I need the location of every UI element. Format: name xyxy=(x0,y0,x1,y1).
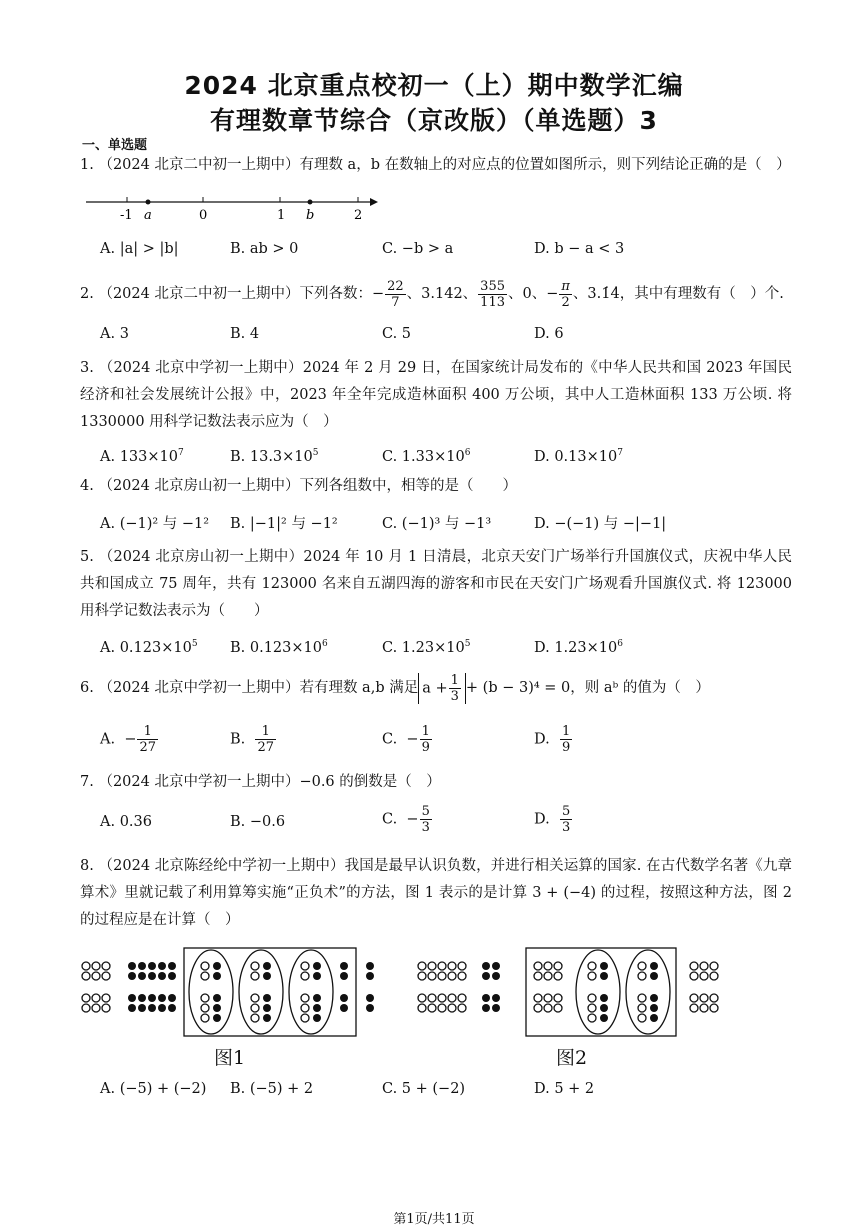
question-3-text: 3. （2024 北京中学初一上期中）2024 年 2 月 29 日，在国家统计局发布的《中华人民共和国 2023 年国民经济和社会发展统计公报》中，2023 年全年完成造林面积 400 万公顷，其中人工造林面积 133 万公顷. 将 1330000 用科学记数法表示应为（ ） xyxy=(80,360,792,430)
figure-1-positive-before xyxy=(82,962,110,1012)
label-2: 2 xyxy=(354,208,363,223)
q6-option-a[interactable]: A. − $\frac{1}{27}$ xyxy=(100,724,157,755)
q5-option-b[interactable]: B. $0.123\times 10^6$ xyxy=(230,639,328,656)
figure-2-rods xyxy=(418,948,718,1036)
q3-option-b[interactable]: B. $13.3\times 10^5$ xyxy=(230,448,319,465)
q2-option-c[interactable]: C. 5 xyxy=(382,326,412,342)
q2-option-b[interactable]: B. 4 xyxy=(230,326,260,342)
q8-option-b[interactable]: B. (−5) + 2 xyxy=(230,1081,314,1097)
q4-option-a[interactable]: A. (−1)² 与 −1² xyxy=(100,516,210,532)
q3-option-c[interactable]: C. $1.33\times 10^6$ xyxy=(382,448,471,465)
question-8-text: 8. （2024 北京陈经纶中学初一上期中）我国是最早认识负数，并进行相关运算的国家. 在古代数学名著《九章算术》里就记载了利用算筹实施“正负术”的方法，图 1 表示的是计算 3 + (−4) 的过程，按照这种方法，图 2 的过程应是在计算（ ） xyxy=(80,858,792,928)
q6-option-b[interactable]: B. $\frac{1}{27}$ xyxy=(230,724,275,755)
figure-1-label: 图1 xyxy=(214,1047,246,1069)
fraction-pi-2: $\frac{\pi}{2}$ xyxy=(561,278,570,310)
q3-option-d[interactable]: D. $0.13\times 10^7$ xyxy=(534,448,623,465)
label-b: b xyxy=(306,208,315,223)
q1-option-d[interactable]: D. b − a < 3 xyxy=(534,241,625,257)
q6-option-d[interactable]: D. $\frac{1}{9}$ xyxy=(534,724,571,755)
q5-option-c[interactable]: C. $1.23\times 10^5$ xyxy=(382,639,471,656)
q1-option-b[interactable]: B. ab > 0 xyxy=(230,241,299,257)
q1-option-a[interactable]: A. |a| > |b| xyxy=(100,241,179,257)
point-b xyxy=(308,200,313,205)
fraction-22-7: $\frac{22}{7}$ xyxy=(387,278,404,310)
figure-2-negative-before xyxy=(482,962,500,1012)
q5-option-a[interactable]: A. $0.123\times 10^5$ xyxy=(100,639,198,656)
q1-option-c[interactable]: C. −b > a xyxy=(382,241,454,257)
figure-2-label: 图2 xyxy=(556,1047,588,1069)
q5-option-d[interactable]: D. $1.23\times 10^6$ xyxy=(534,639,623,656)
document-title-line-1: 2024 北京重点校初一（上）期中数学汇编 xyxy=(184,71,684,100)
q3-option-a[interactable]: A. $133\times 10^7$ xyxy=(100,448,184,465)
point-a xyxy=(146,200,151,205)
counting-rods-figures xyxy=(76,946,756,1042)
question-2-text: 2. （2024 北京二中初一上期中）下列各数：− $\frac{22}{7}$ 、3.142、 $\frac{355}{113}$ 、0、− $\frac{\pi}{2}$ 、3.1̇4̇，其中有理数有（ ）个. xyxy=(80,278,784,310)
q4-option-b[interactable]: B. |−1|² 与 −1² xyxy=(230,516,338,532)
page-footer: 第1页/共11页 xyxy=(393,1212,475,1227)
q4-option-c[interactable]: C. (−1)³ 与 −1³ xyxy=(382,516,492,532)
figure-2-positive-before xyxy=(418,962,466,1012)
q6-option-c[interactable]: C. − $\frac{1}{9}$ xyxy=(382,724,430,755)
q2-option-d[interactable]: D. 6 xyxy=(534,326,564,342)
section-heading: 一、单选题 xyxy=(82,138,148,153)
figure-1-pair-3 xyxy=(289,950,333,1034)
q4-option-d[interactable]: D. −(−1) 与 −|−1| xyxy=(534,516,667,532)
figure-1-pair-1 xyxy=(189,950,233,1034)
q2-option-a[interactable]: A. 3 xyxy=(100,326,129,342)
fraction-355-113: $\frac{355}{113}$ xyxy=(480,278,505,310)
figure-1-pair-2 xyxy=(239,950,283,1034)
q7-option-b[interactable]: B. −0.6 xyxy=(230,814,286,830)
question-7-text: 7. （2024 北京中学初一上期中）−0.6 的倒数是（ ） xyxy=(80,774,441,790)
q8-option-d[interactable]: D. 5 + 2 xyxy=(534,1081,595,1097)
q8-option-c[interactable]: C. 5 + (−2) xyxy=(382,1081,466,1097)
q8-option-a[interactable]: A. (−5) + (−2) xyxy=(100,1081,207,1097)
label-a: a xyxy=(144,208,152,223)
absolute-value-expression: a + $\frac{1}{3}$ xyxy=(418,673,466,704)
figure-1-frame xyxy=(184,948,356,1036)
question-5-text: 5. （2024 北京房山初一上期中）2024 年 10 月 1 日清晨，北京天安门广场举行升国旗仪式，庆祝中华人民共和国成立 75 周年，共有 123000 名来自五湖四海的游客和市民在天安门广场观看升国旗仪式. 将 123000 用科学记数法表示为（ ） xyxy=(80,549,792,619)
q7-option-d[interactable]: D. $\frac{5}{3}$ xyxy=(534,804,571,835)
q7-option-a[interactable]: A. 0.36 xyxy=(100,814,152,830)
document-title-line-2: 有理数章节综合（京改版）（单选题）3 xyxy=(210,106,658,135)
label-0: 0 xyxy=(199,208,208,223)
figure-2-frame xyxy=(526,948,676,1036)
figure-2-pair-2 xyxy=(626,950,670,1034)
q7-option-c[interactable]: C. − $\frac{5}{3}$ xyxy=(382,804,430,835)
number-line-arrow xyxy=(370,198,378,206)
figure-1-rods xyxy=(82,948,374,1036)
figure-2-pair-1 xyxy=(576,950,620,1034)
figure-1-negative-before xyxy=(128,962,176,1012)
label-minus-1: -1 xyxy=(120,208,133,223)
question-1-text: 1. （2024 北京二中初一上期中）有理数 a，b 在数轴上的对应点的位置如图所示，则下列结论正确的是（ ） xyxy=(80,157,791,173)
label-1: 1 xyxy=(277,208,286,223)
number-line-figure xyxy=(80,190,390,224)
question-6-text: 6. （2024 北京中学初一上期中）若有理数 a,b 满足 a + $\frac{1}{3}$ + (b − 3)⁴ = 0，则 aᵇ 的值为（ ） xyxy=(80,672,710,704)
question-4-text: 4. （2024 北京房山初一上期中）下列各组数中，相等的是（ ） xyxy=(80,478,517,494)
